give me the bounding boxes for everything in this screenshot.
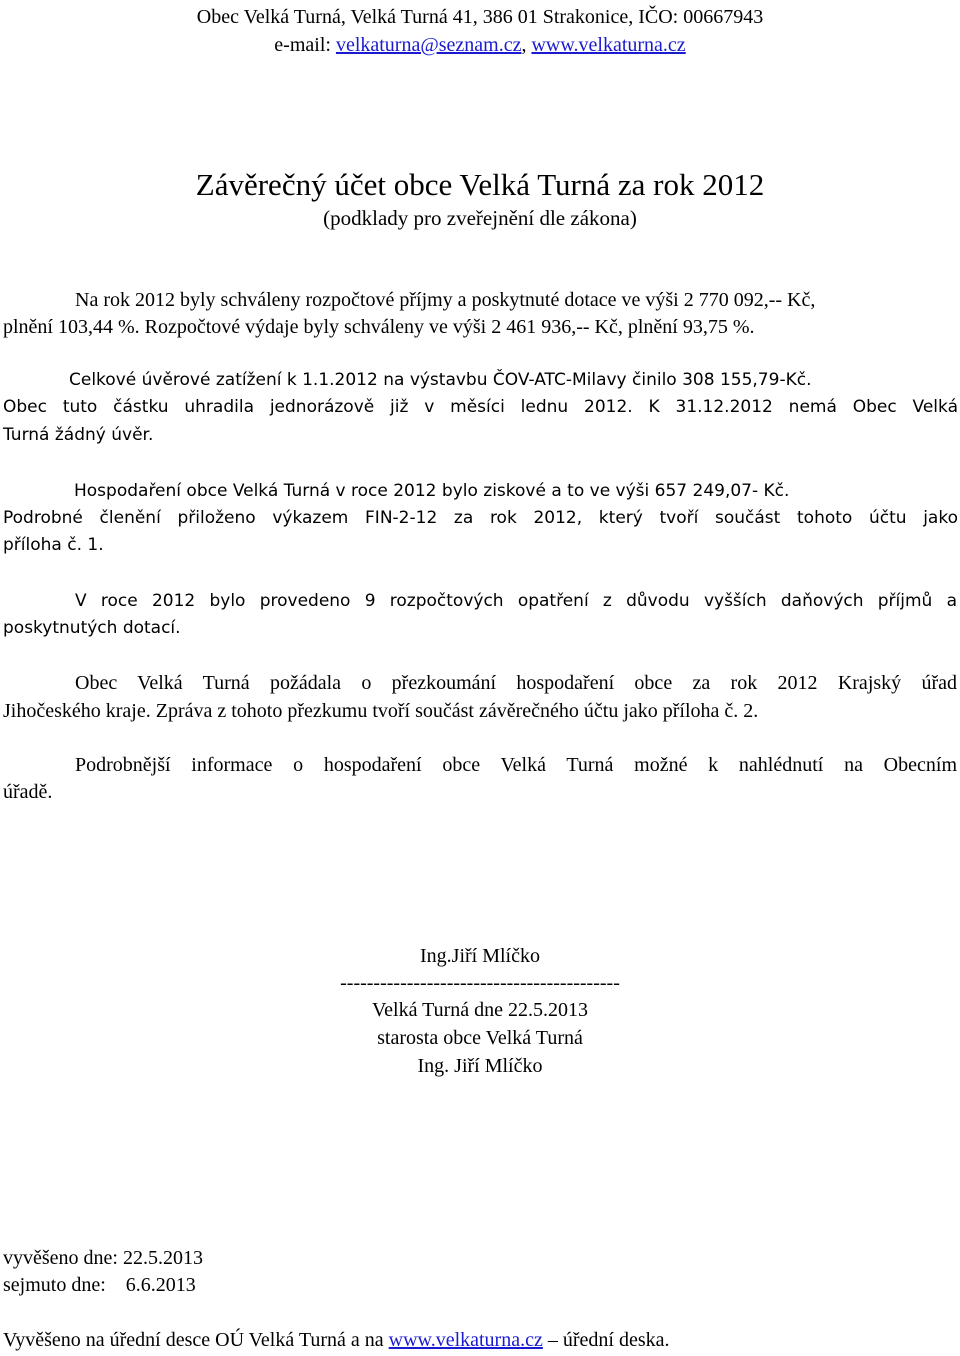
budget-paragraph-line-2: plnění 103,44 %. Rozpočtové výdaje byly schváleny ve výši 2 461 936,-- Kč, plnění 93,75 %. (3, 316, 755, 338)
loan-paragraph-line-2: Obec tuto částku uhradila jednorázově již v měsíci lednu 2012. K 31.12.2012 nemá Obec Velká (3, 397, 958, 417)
footer-note (3, 1327, 670, 1354)
audit-paragraph-line-2: Jihočeského kraje. Zpráva z tohoto přezkumu tvoří součást závěrečného účtu jako příloha č. 2. (3, 700, 759, 722)
signature-name: Ing.Jiří Mlíčko (420, 945, 540, 967)
document-subtitle: (podklady pro zveřejnění dle zákona) (323, 206, 637, 230)
result-paragraph-line-2: Podrobné členění přiloženo výkazem FIN-2-12 za rok 2012, který tvoří součást tohoto účtu jako (3, 508, 958, 528)
measures-paragraph-line-1: V roce 2012 bylo provedeno 9 rozpočtových opatření z důvodu vyšších daňových příjmů a (75, 591, 957, 611)
footer-prefix: Vyvěšeno na úřední desce OÚ Velká Turná a na (3, 1329, 389, 1351)
email-link[interactable]: velkaturna@seznam.cz (335, 34, 522, 56)
removed-date: sejmuto dne: 6.6.2013 (3, 1274, 196, 1296)
signature-line: ------------------------------------------ (340, 972, 620, 994)
info-paragraph-line-2: úřadě. (3, 781, 53, 803)
footer-suffix: – úřední deska. (542, 1329, 670, 1351)
audit-paragraph-line-1: Obec Velká Turná požádala o přezkoumání hospodaření obce za rok 2012 Krajský úřad (75, 672, 957, 694)
posted-date: vyvěšeno dne: 22.5.2013 (3, 1247, 203, 1269)
result-paragraph-line-3: příloha č. 1. (3, 535, 104, 555)
contact-separator: , (521, 34, 532, 56)
signature-place-date: Velká Turná dne 22.5.2013 (371, 999, 589, 1021)
signature-printed-name: Ing. Jiří Mlíčko (417, 1055, 543, 1077)
budget-paragraph-line-1: Na rok 2012 byly schváleny rozpočtové příjmy a poskytnuté dotace ve výši 2 770 092,-- Kč, (75, 289, 816, 311)
email-label: e-mail: (274, 34, 336, 56)
signature-role: starosta obce Velká Turná (377, 1027, 583, 1049)
result-paragraph-line-1: Hospodaření obce Velká Turná v roce 2012 bylo ziskové a to ve výši 657 249,07- Kč. (74, 481, 790, 501)
measures-paragraph-line-2: poskytnutých dotací. (3, 618, 181, 638)
footer-website-link[interactable]: www.velkaturna.cz (388, 1329, 543, 1351)
header-contacts (0, 32, 960, 59)
website-link[interactable]: www.velkaturna.cz (531, 34, 686, 56)
loan-paragraph-line-1: Celkové úvěrové zatížení k 1.1.2012 na výstavbu ČOV-ATC-Milavy činilo 308 155,79-Kč. (69, 370, 812, 390)
info-paragraph-line-1: Podrobnější informace o hospodaření obce Velká Turná možné k nahlédnutí na Obecním (75, 754, 957, 776)
header-address: Obec Velká Turná, Velká Turná 41, 386 01 Strakonice, IČO: 00667943 (196, 6, 764, 28)
loan-paragraph-line-3: Turná žádný úvěr. (3, 425, 154, 445)
document-title: Závěrečný účet obce Velká Turná za rok 2012 (195, 167, 765, 202)
